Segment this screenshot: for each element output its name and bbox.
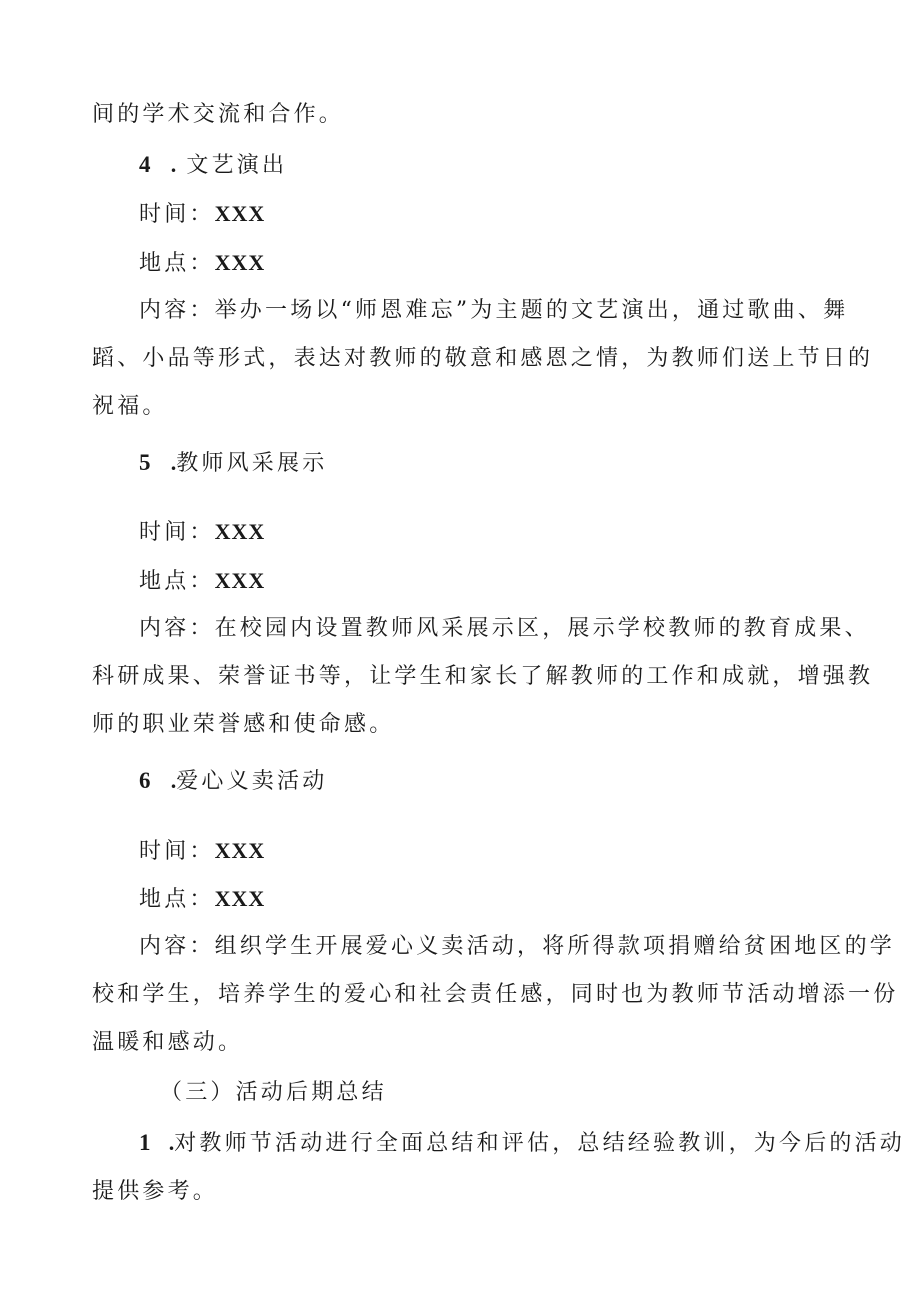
item-title: 教师风采展示 [176,451,328,476]
item-heading [139,150,287,181]
item-separator: . [170,152,177,177]
item-separator: . [170,768,177,793]
item-title: 爱心义卖活动 [176,769,328,794]
time-label: 时间： [139,520,215,545]
item-separator: . [170,450,177,475]
content-line [139,614,870,644]
section-heading [160,1078,387,1108]
time-label: 时间： [139,202,215,227]
content-text: 内容：组织学生开展爱心义卖活动，将所得款项捐赠给贫困地区的学 [139,934,896,959]
content-text: 温暖和感动。 [92,1030,244,1055]
place-value: XXX [214,568,266,593]
content-text: 祝福。 [92,394,168,419]
place-label: 地点： [139,887,215,912]
content-line [139,932,895,962]
content-text: 科研成果、荣誉证书等，让学生和家长了解教师的工作和成就，增强教 [92,664,874,689]
summary-number: 1 [139,1130,151,1155]
place-label: 地点： [139,251,215,276]
place-value: XXX [214,250,266,275]
place-value: XXX [214,886,266,911]
summary-line [92,1177,218,1207]
content-line [92,392,168,422]
item-number: 5 [139,450,151,475]
item-number: 4 [139,152,151,177]
content-text: 内容：在校园内设置教师风采展示区，展示学校教师的教育成果、 [139,616,870,641]
content-text: 蹈、小品等形式，表达对教师的敬意和感恩之情，为教师们送上节日的 [92,346,874,371]
place-line [139,566,265,597]
time-line [139,517,265,548]
summary-line [139,1128,905,1159]
place-line [139,248,265,279]
item-heading [139,448,327,479]
content-text: 校和学生，培养学生的爱心和社会责任感，同时也为教师节活动增添一份 [92,982,899,1007]
time-value: XXX [214,201,266,226]
item-number: 6 [139,768,151,793]
time-value: XXX [214,838,266,863]
content-line [92,344,873,374]
content-line [139,296,848,326]
paragraph-line [92,100,344,130]
content-line [92,1028,243,1058]
time-line [139,199,265,230]
content-line [92,662,873,692]
time-label: 时间： [139,839,215,864]
content-text: 内容：举办一场以“师恩难忘”为主题的文艺演出，通过歌曲、舞 [139,298,849,323]
time-line [139,836,265,867]
place-line [139,884,265,915]
content-line [92,980,898,1010]
time-value: XXX [214,519,266,544]
summary-text: 对教师节活动进行全面总结和评估，总结经验教训，为今后的活动 [174,1131,906,1156]
summary-text: 提供参考。 [92,1179,219,1204]
content-text: 师的职业荣誉感和使命感。 [92,712,395,737]
content-line [92,710,394,740]
item-title: 文艺演出 [186,153,288,178]
summary-separator: . [168,1130,175,1155]
place-label: 地点： [139,569,215,594]
section-heading-text: （三）活动后期总结 [160,1080,387,1105]
item-heading [139,766,327,797]
intro-tail-text: 间的学术交流和合作。 [92,102,345,127]
